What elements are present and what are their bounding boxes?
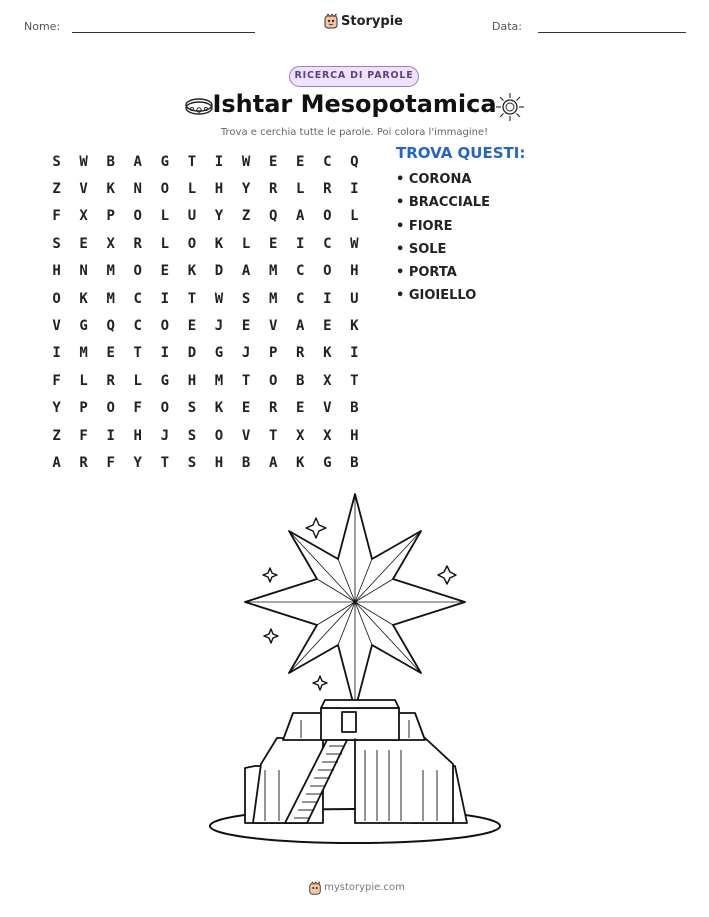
grid-letter[interactable]: V [52,318,61,335]
grid-letter[interactable]: G [79,318,88,335]
grid-letter[interactable]: K [106,181,115,198]
grid-letter[interactable]: E [160,263,170,280]
grid-row [43,449,368,476]
grid-letter[interactable]: N [79,263,88,280]
grid-letter[interactable]: A [52,454,61,471]
grid-letter[interactable]: Y [133,454,142,471]
grid-letter[interactable]: E [296,400,305,417]
grid-letter[interactable]: E [241,318,251,335]
grid-letter[interactable]: Y [52,400,61,417]
grid-letter[interactable]: H [214,181,224,198]
grid-letter[interactable]: C [296,263,305,280]
grid-letter[interactable]: L [241,235,251,252]
grid-letter[interactable]: O [187,235,197,252]
sun-icon [495,92,525,122]
grid-letter[interactable]: O [52,290,61,307]
grid-letter[interactable]: L [79,372,88,389]
grid-letter[interactable]: I [52,345,61,362]
grid-letter[interactable]: H [133,427,142,444]
grid-letter[interactable]: A [241,263,251,280]
ishtar-star-temple-illustration [205,488,505,848]
grid-letter[interactable]: Q [350,153,359,170]
letter-grid [43,148,368,477]
grid-letter[interactable]: K [79,290,88,307]
grid-letter[interactable]: T [160,454,170,471]
grid-letter[interactable]: W [214,290,224,307]
grid-letter[interactable]: F [52,372,61,389]
grid-letter[interactable]: C [296,290,305,307]
brand-name: Storypie [341,14,403,29]
grid-row [43,203,368,230]
grid-letter[interactable]: Q [268,208,278,225]
grid-letter[interactable]: N [133,181,142,198]
name-label: Nome: [24,20,61,33]
grid-letter[interactable]: A [296,208,305,225]
grid-letter[interactable]: K [350,318,359,335]
grid-letter[interactable]: K [296,454,305,471]
grid-letter[interactable]: O [160,181,170,198]
grid-letter[interactable]: L [296,181,305,198]
grid-letter[interactable]: O [214,427,224,444]
grid-letter[interactable]: P [79,400,88,417]
name-line[interactable] [72,32,255,33]
grid-letter[interactable]: O [160,318,170,335]
grid-row [43,367,368,394]
grid-row [43,230,368,257]
grid-letter[interactable]: T [350,372,359,389]
grid-letter[interactable]: X [296,427,305,444]
grid-letter[interactable]: B [241,454,251,471]
grid-row [43,395,368,422]
grid-letter[interactable]: P [106,208,115,225]
grid-letter[interactable]: S [241,290,251,307]
activity-badge: RICERCA DI PAROLE [289,66,419,87]
grid-letter[interactable]: G [160,372,170,389]
grid-letter[interactable]: E [323,318,332,335]
grid-letter[interactable]: W [350,235,359,252]
grid-letter[interactable]: B [296,372,305,389]
grid-letter[interactable]: I [160,345,170,362]
date-label: Data: [492,20,522,33]
grid-letter[interactable]: D [187,345,197,362]
grid-letter[interactable]: C [323,153,332,170]
date-line[interactable] [538,32,686,33]
grid-letter[interactable]: K [187,263,197,280]
word-list-title: TROVA QUESTI: [396,144,526,162]
grid-letter[interactable]: H [214,454,224,471]
grid-letter[interactable]: Z [52,427,61,444]
word-list [396,172,490,312]
word-item: • PORTA [396,265,457,281]
grid-letter[interactable]: W [79,153,88,170]
grid-letter[interactable]: T [133,345,142,362]
grid-letter[interactable]: X [323,372,332,389]
word-item: • SOLE [396,241,447,257]
grid-letter[interactable]: E [106,345,115,362]
grid-letter[interactable]: M [79,345,88,362]
word-item: • FIORE [396,218,453,234]
grid-letter[interactable]: F [133,400,142,417]
grid-letter[interactable]: E [241,400,251,417]
grid-row [43,285,368,312]
grid-row [43,148,368,175]
grid-letter[interactable]: T [268,427,278,444]
grid-letter[interactable]: G [323,454,332,471]
grid-letter[interactable]: J [160,427,170,444]
grid-letter[interactable]: I [160,290,170,307]
grid-letter[interactable]: T [241,372,251,389]
grid-letter[interactable]: A [133,153,142,170]
grid-letter[interactable]: L [350,208,359,225]
grid-letter[interactable]: O [106,400,115,417]
grid-letter[interactable]: B [350,454,359,471]
grid-letter[interactable]: M [268,290,278,307]
grid-letter[interactable]: L [160,235,170,252]
grid-letter[interactable]: O [323,208,332,225]
grid-letter[interactable]: H [350,263,359,280]
grid-letter[interactable]: K [214,400,224,417]
grid-letter[interactable]: V [241,427,251,444]
grid-row [43,175,368,202]
grid-letter[interactable]: E [268,153,278,170]
grid-letter[interactable]: R [296,345,305,362]
grid-letter[interactable]: T [187,153,197,170]
grid-row [43,258,368,285]
grid-letter[interactable]: X [79,208,88,225]
grid-letter[interactable]: R [323,181,332,198]
word-item: • CORONA [396,172,472,187]
grid-letter[interactable]: R [106,372,115,389]
grid-letter[interactable]: S [187,427,197,444]
grid-letter[interactable]: A [296,318,305,335]
grid-letter[interactable]: F [79,427,88,444]
grid-letter[interactable]: L [133,372,142,389]
grid-letter[interactable]: L [160,208,170,225]
grid-letter[interactable]: I [214,153,224,170]
grid-letter[interactable]: K [214,235,224,252]
grid-letter[interactable]: D [214,263,224,280]
grid-letter[interactable]: I [296,235,305,252]
grid-letter[interactable]: Z [52,181,61,198]
grid-letter[interactable]: K [323,345,332,362]
footer-url[interactable]: mystorypie.com [324,882,405,893]
grid-letter[interactable]: G [214,345,224,362]
grid-letter[interactable]: U [187,208,197,225]
grid-letter[interactable]: T [187,290,197,307]
word-item: • GIOIELLO [396,288,477,304]
grid-letter[interactable]: I [323,290,332,307]
grid-letter[interactable]: S [52,235,61,252]
grid-letter[interactable]: V [268,318,278,335]
grid-letter[interactable]: Y [241,181,251,198]
grid-letter[interactable]: B [106,153,115,170]
grid-letter[interactable]: L [187,181,197,198]
grid-letter[interactable]: I [350,345,359,362]
grid-letter[interactable]: P [268,345,278,362]
grid-letter[interactable]: H [52,263,61,280]
grid-letter[interactable]: O [133,208,142,225]
grid-letter[interactable]: S [187,400,197,417]
grid-letter[interactable]: G [160,153,170,170]
grid-letter[interactable]: S [52,153,61,170]
grid-letter[interactable]: F [52,208,61,225]
grid-letter[interactable]: B [350,400,359,417]
word-item: • BRACCIALE [396,195,490,211]
grid-letter[interactable]: X [323,427,332,444]
grid-row [43,312,368,339]
grid-letter[interactable]: M [106,263,115,280]
grid-letter[interactable]: O [268,372,278,389]
grid-letter[interactable]: C [133,290,142,307]
grid-letter[interactable]: E [296,153,305,170]
grid-letter[interactable]: H [350,427,359,444]
page-title: Ishtar Mesopotamica [212,90,497,118]
grid-letter[interactable]: M [214,372,224,389]
grid-row [43,422,368,449]
grid-letter[interactable]: O [160,400,170,417]
instructions: Trova e cerchia tutte le parole. Poi colora l'immagine! [220,127,489,138]
storypie-logo-icon [323,13,339,29]
grid-letter[interactable]: F [106,454,115,471]
grid-letter[interactable]: C [133,318,142,335]
grid-letter[interactable]: H [187,372,197,389]
grid-letter[interactable]: A [268,454,278,471]
grid-letter[interactable]: I [350,181,359,198]
grid-letter[interactable]: E [187,318,197,335]
grid-letter[interactable]: W [241,153,251,170]
grid-letter[interactable]: V [79,181,88,198]
grid-letter[interactable]: R [268,181,278,198]
grid-letter[interactable]: X [106,235,115,252]
grid-letter[interactable]: V [323,400,332,417]
grid-letter[interactable]: E [79,235,88,252]
grid-letter[interactable]: I [106,427,115,444]
grid-letter[interactable]: O [133,263,142,280]
grid-letter[interactable]: Y [214,208,224,225]
grid-letter[interactable]: J [241,345,251,362]
grid-letter[interactable]: O [323,263,332,280]
grid-letter[interactable]: S [187,454,197,471]
grid-letter[interactable]: U [350,290,359,307]
grid-letter[interactable]: M [268,263,278,280]
grid-letter[interactable]: C [323,235,332,252]
grid-letter[interactable]: R [268,400,278,417]
grid-letter[interactable]: E [268,235,278,252]
grid-row [43,340,368,367]
grid-letter[interactable]: M [106,290,115,307]
grid-letter[interactable]: Z [241,208,251,225]
grid-letter[interactable]: R [133,235,142,252]
grid-letter[interactable]: J [214,318,224,335]
grid-letter[interactable]: R [79,454,88,471]
grid-letter[interactable]: Q [106,318,115,335]
